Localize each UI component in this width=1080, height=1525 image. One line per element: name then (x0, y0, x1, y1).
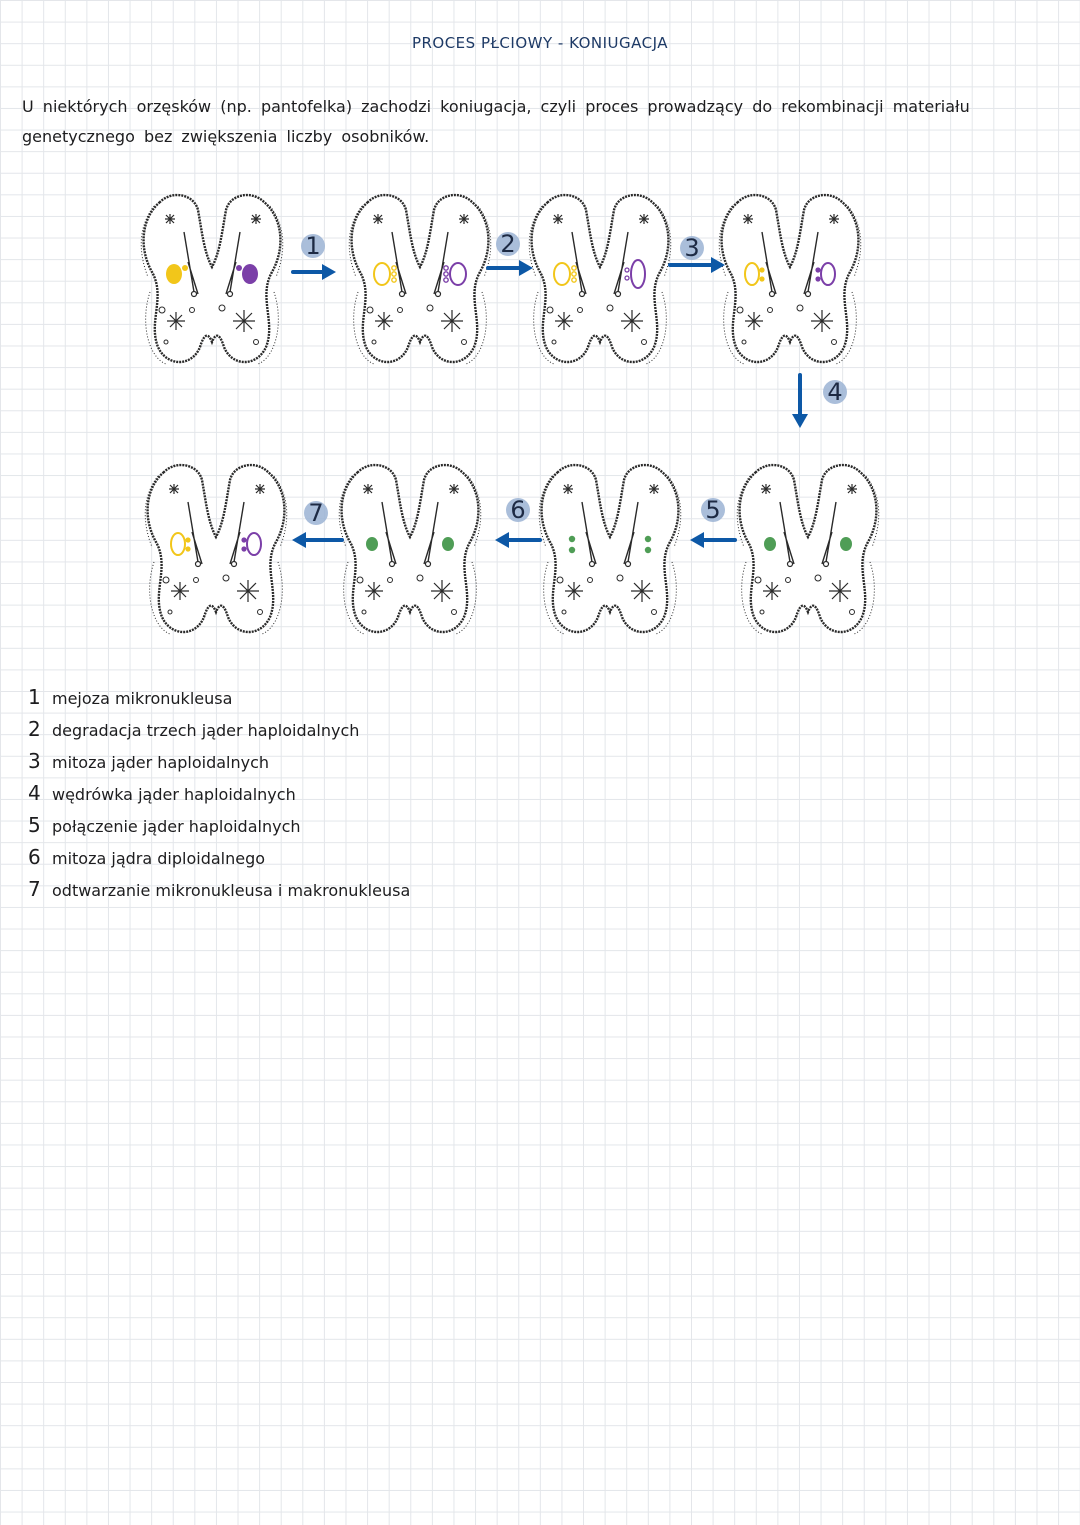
step-number: 1 (28, 685, 41, 709)
step-legend-item (28, 842, 410, 874)
step-description: mitoza jądra diploidalnego (52, 849, 266, 868)
nucleus-mark (764, 537, 776, 551)
step-description: mitoza jąder haploidalnych (52, 753, 270, 772)
step-number: 3 (28, 749, 41, 773)
step-description: wędrówka jąder haploidalnych (52, 785, 296, 804)
nucleus-mark (366, 537, 378, 551)
step-legend (28, 682, 410, 906)
step-number: 7 (28, 877, 41, 901)
paramecium-pair (539, 465, 681, 634)
step-arrow-label: 5 (705, 496, 721, 524)
step-description: degradacja trzech jąder haploidalnych (52, 721, 360, 740)
step-arrow-label: 1 (305, 232, 321, 260)
paramecium-pair (349, 195, 491, 364)
paramecium-pair (719, 195, 861, 364)
step-number: 2 (28, 717, 41, 741)
step-arrow-label: 2 (500, 230, 516, 258)
step-arrow (488, 230, 533, 276)
step-arrow-label: 4 (827, 378, 843, 406)
step-legend-item (28, 746, 410, 778)
step-arrow (690, 496, 735, 548)
step-arrow (292, 499, 342, 548)
step-description: mejoza mikronukleusa (52, 689, 233, 708)
step-number: 4 (28, 781, 41, 805)
step-arrow (670, 234, 725, 273)
step-arrow (792, 375, 847, 428)
page-title: PROCES PŁCIOWY - KONIUGACJA (411, 34, 669, 52)
step-arrow-label: 6 (510, 496, 526, 524)
step-legend-item (28, 682, 410, 714)
step-arrow (293, 232, 336, 280)
nucleus-mark (840, 537, 852, 551)
paramecium-pair (339, 465, 481, 634)
step-description: połączenie jąder haploidalnych (52, 817, 301, 836)
intro-paragraph: U niektórych orzęsków (np. pantofelka) zachodzi koniugacja, czyli proces prowadzący do rekombinacji materiału genetycznego bez zwiększenia liczby osobników. (22, 97, 970, 146)
step-legend-item (28, 714, 410, 746)
step-arrow (495, 496, 540, 548)
step-arrow-label: 3 (684, 234, 700, 262)
paramecium-pair (737, 465, 879, 634)
step-number: 5 (28, 813, 41, 837)
step-arrow-label: 7 (308, 499, 324, 527)
conjugation-diagram (0, 180, 1080, 650)
step-legend-item (28, 874, 410, 906)
step-legend-item (28, 810, 410, 842)
paramecium-pair (145, 465, 287, 634)
paramecium-pair (141, 195, 283, 364)
step-legend-item (28, 778, 410, 810)
nucleus-mark (442, 537, 454, 551)
paramecium-pair (529, 195, 671, 364)
step-description: odtwarzanie mikronukleusa i makronukleusa (52, 881, 411, 900)
step-number: 6 (28, 845, 41, 869)
